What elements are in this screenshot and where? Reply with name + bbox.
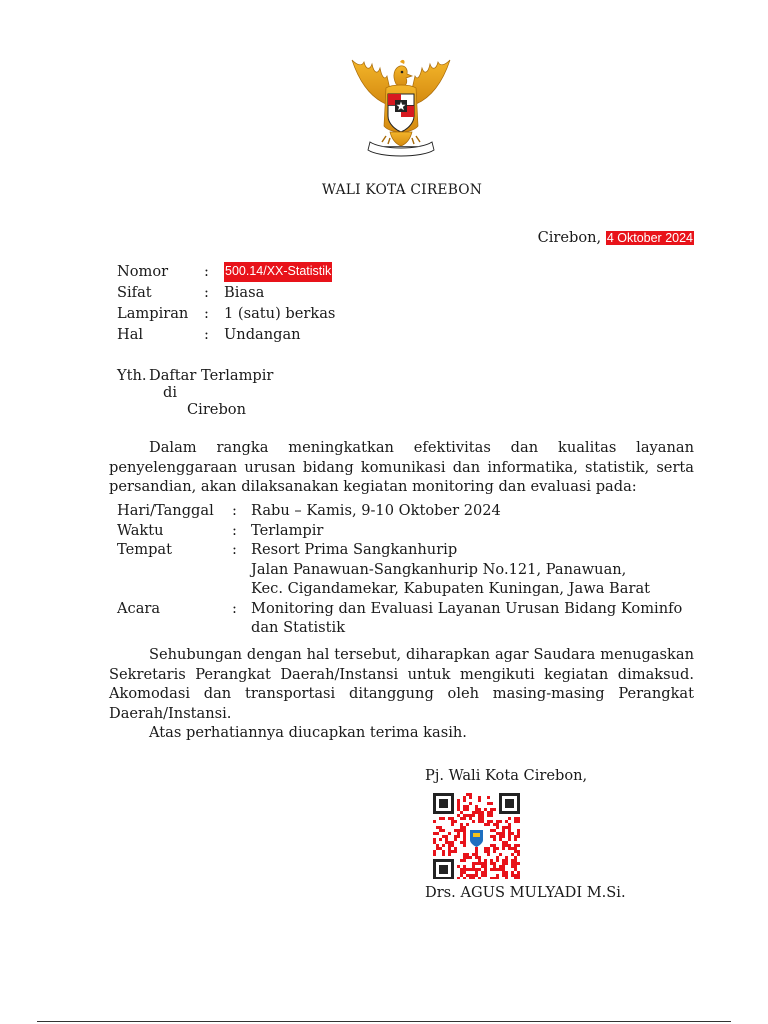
detail-label: Hari/Tanggal <box>117 502 214 519</box>
meta-row-hal <box>117 325 301 346</box>
date-place: Cirebon, <box>537 229 602 246</box>
signatory-name: Drs. AGUS MULYADI M.Si. <box>425 884 626 901</box>
detail-label: Acara <box>117 599 161 617</box>
recipient-preposition: di <box>163 384 178 401</box>
recipient-salutation: Yth. <box>117 367 147 384</box>
detail-label: Tempat <box>117 541 172 558</box>
garuda-pancasila-icon <box>342 54 460 166</box>
meta-row-nomor <box>117 262 332 283</box>
detail-value: Resort Prima Sangkanhurip <box>251 541 458 558</box>
meta-colon: : <box>204 263 209 280</box>
closing-text: Atas perhatiannya diucapkan terima kasih. <box>149 724 467 741</box>
detail-row-acara <box>117 599 683 638</box>
detail-label: Waktu <box>117 521 164 539</box>
intro-paragraph <box>109 438 694 497</box>
meta-value-lampiran: 1 (satu) berkas <box>224 305 336 322</box>
detail-colon: : <box>232 541 237 558</box>
meta-value-nomor: 500.14/XX-Statistik <box>224 262 332 282</box>
meta-label: Hal <box>117 326 144 343</box>
signature-title: Pj. Wali Kota Cirebon, <box>425 767 588 784</box>
detail-value: Rabu – Kamis, 9-10 Oktober 2024 <box>251 502 501 519</box>
request-text: Sehubungan dengan hal tersebut, diharapkan agar Saudara menugaskan Sekretaris Perangkat Daerah/Instansi untuk mengikuti kegiatan dimaksud. Akomodasi dan transportasi ditanggung oleh masing-masing Perangkat Daerah/Instansi. <box>109 646 694 722</box>
letterhead-title: WALI KOTA CIREBON <box>321 182 483 198</box>
meta-value-hal: Undangan <box>224 326 301 343</box>
detail-value: Monitoring dan Evaluasi Layanan Urusan Bidang Kominfo <box>251 599 683 617</box>
recipient-name: Daftar Terlampir <box>149 367 274 384</box>
detail-colon: : <box>232 599 237 617</box>
recipient-city: Cirebon <box>187 401 246 418</box>
date-value: 4 Oktober 2024 <box>606 231 693 245</box>
meta-colon: : <box>204 305 209 322</box>
meta-value-sifat: Biasa <box>224 284 265 301</box>
meta-colon: : <box>204 326 209 343</box>
garuda-emblem <box>342 54 460 166</box>
meta-label: Nomor <box>117 263 169 280</box>
detail-colon: : <box>232 521 237 539</box>
qr-code <box>432 793 522 879</box>
letter-date <box>538 228 694 249</box>
event-details <box>117 501 683 638</box>
letter-meta <box>117 262 336 346</box>
meta-colon: : <box>204 284 209 301</box>
meta-row-sifat <box>117 283 265 304</box>
detail-value: Terlampir <box>251 521 324 539</box>
detail-colon: : <box>232 502 237 519</box>
meta-label: Lampiran <box>117 305 189 322</box>
intro-text: Dalam rangka meningkatkan efektivitas dan kualitas layanan penyelenggaraan urusan bidang komunikasi dan informatika, statistik, serta persandian, akan dilaksanakan kegiatan monitoring dan evaluasi pada: <box>109 439 694 495</box>
detail-value: Kec. Cigandamekar, Kabupaten Kuningan, Jawa Barat <box>251 580 651 597</box>
page-bottom-rule <box>37 1021 731 1022</box>
detail-row-tempat <box>117 540 651 599</box>
request-paragraph <box>109 645 694 723</box>
detail-value: Jalan Panawuan-Sangkanhurip No.121, Panawuan, <box>251 560 627 578</box>
qr-code-icon <box>432 793 522 879</box>
detail-row-hari <box>117 501 501 521</box>
detail-row-waktu <box>117 521 324 541</box>
detail-value: dan Statistik <box>251 619 346 636</box>
meta-label: Sifat <box>117 284 152 301</box>
meta-row-lampiran <box>117 304 336 325</box>
